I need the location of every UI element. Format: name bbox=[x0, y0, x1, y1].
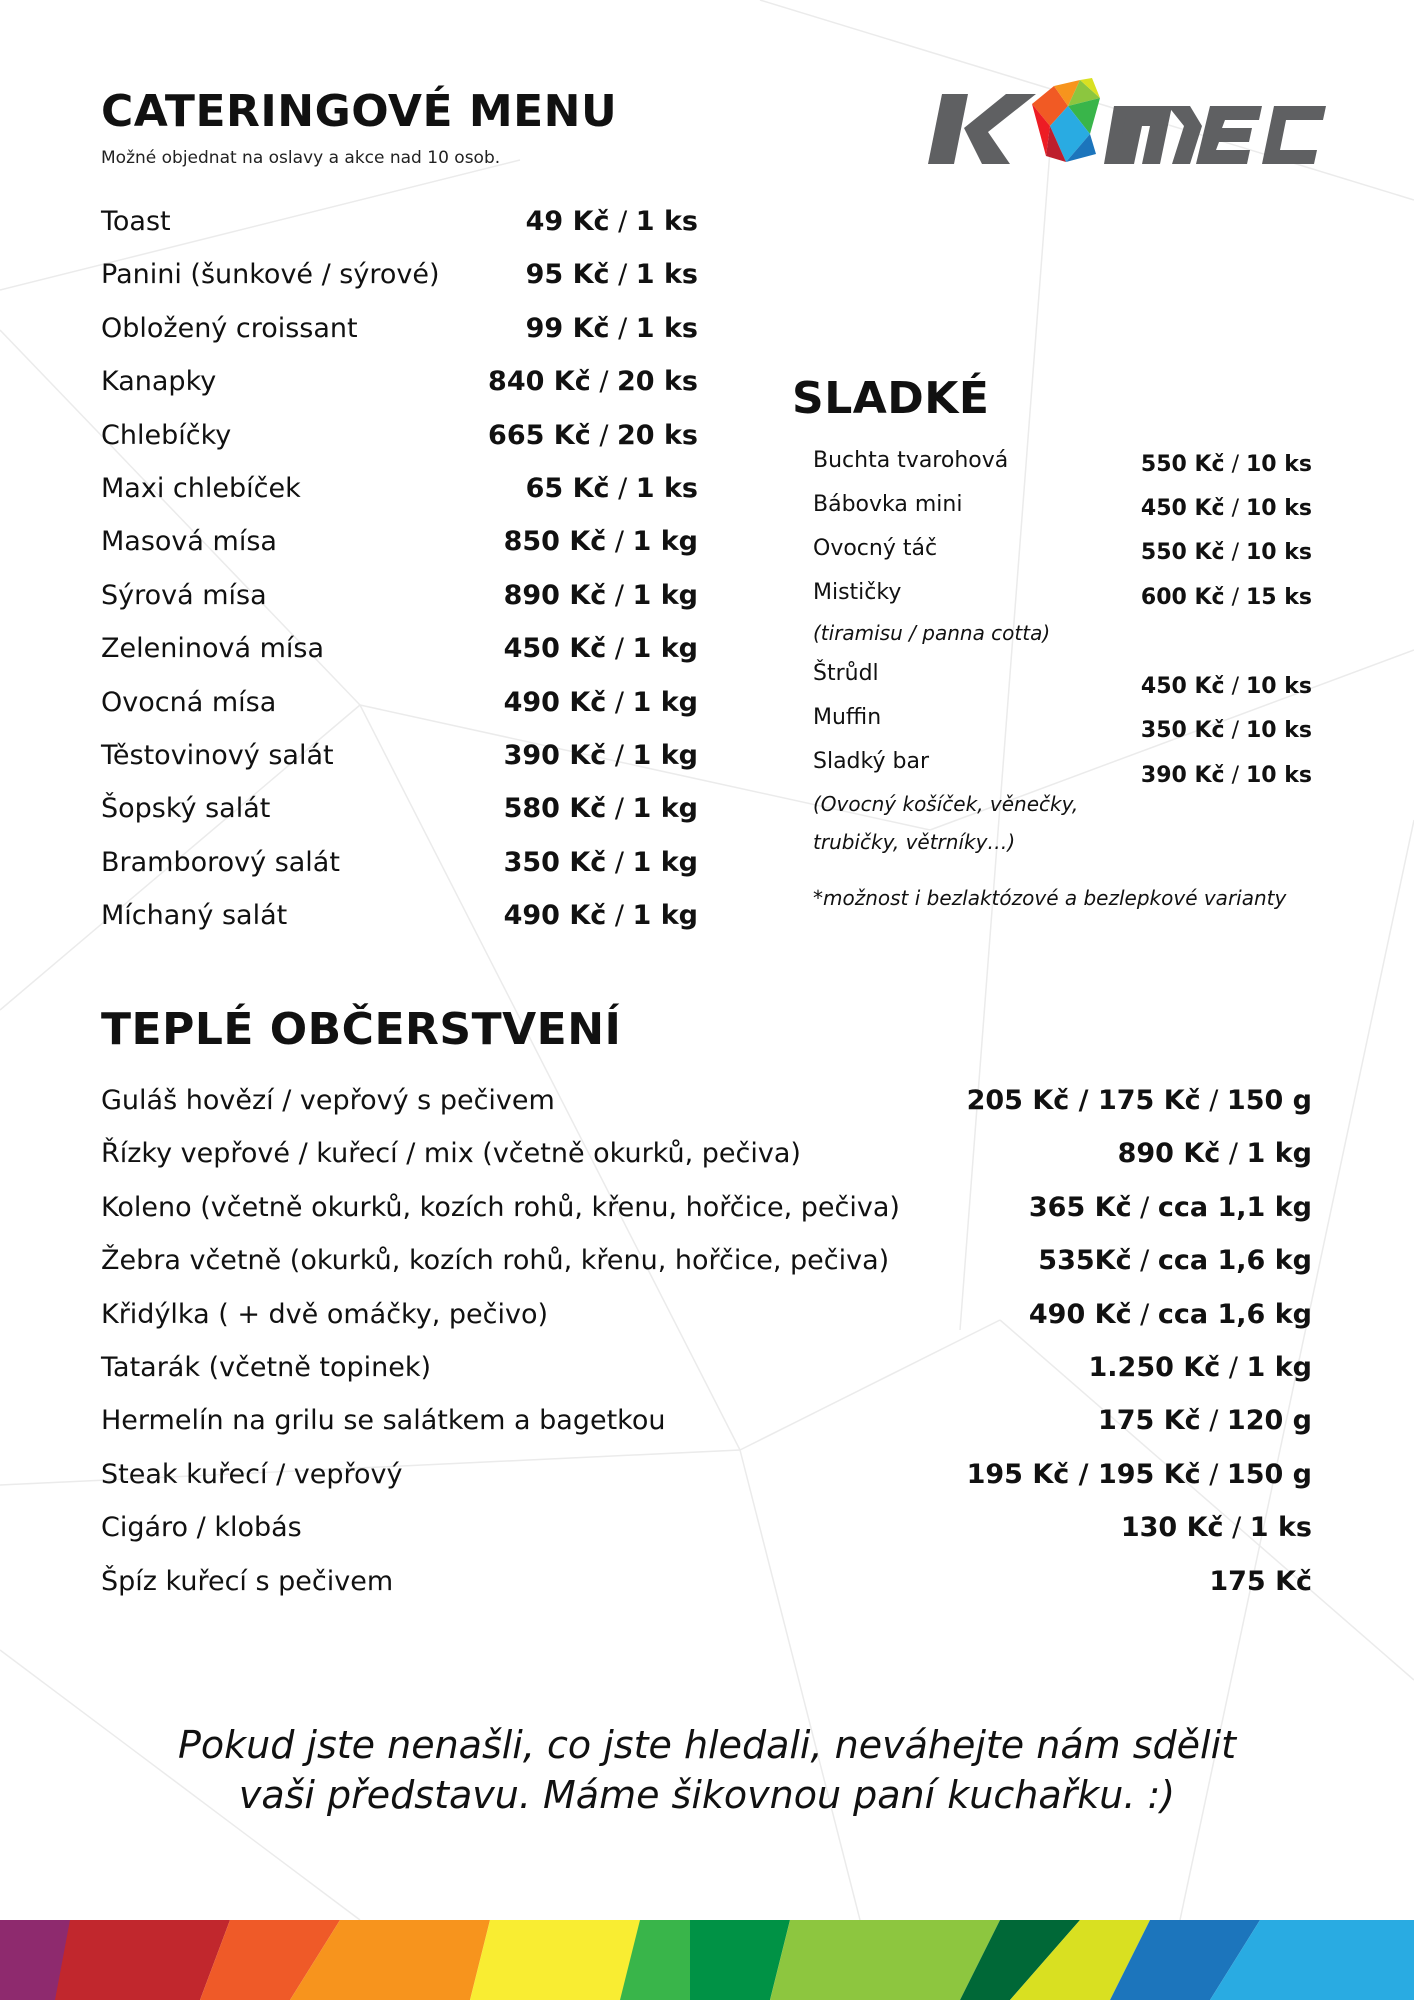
closing-message bbox=[40, 1720, 1374, 1820]
price-separator: / bbox=[606, 633, 633, 665]
menu-item-price: 450 Kč / 1 kg bbox=[503, 633, 698, 665]
price-separator: / bbox=[1224, 674, 1246, 699]
price-separator: / bbox=[590, 419, 617, 451]
sweet-item-name: Sladký bar bbox=[813, 749, 929, 774]
closing-line-2: vaši představu. Máme šikovnou paní kuchařku. :) bbox=[238, 1773, 1176, 1817]
menu-item-name: Těstovinový salát bbox=[101, 740, 334, 771]
price-separator: / bbox=[1224, 763, 1246, 788]
menu-item-price: 850 Kč / 1 kg bbox=[503, 526, 698, 558]
hot-item-name: Guláš hovězí / vepřový s pečivem bbox=[101, 1085, 555, 1116]
sweet-item-name: Mističky bbox=[813, 580, 902, 605]
hot-item-name: Cigáro / klobás bbox=[101, 1512, 302, 1544]
sweets-title: SLADKÉ bbox=[792, 373, 990, 424]
hot-item-price: 175 Kč bbox=[1209, 1565, 1312, 1597]
menu-item-price: 65 Kč / 1 ks bbox=[525, 473, 698, 504]
menu-item bbox=[101, 366, 698, 397]
price-separator: / bbox=[606, 793, 633, 825]
price-separator: / bbox=[1200, 1085, 1227, 1116]
price-separator: / bbox=[1131, 1245, 1158, 1277]
sweet-item-name: Ovocný táč bbox=[813, 536, 938, 561]
menu-item bbox=[101, 793, 698, 824]
menu-item-name: Toast bbox=[101, 206, 171, 237]
menu-item-name: Míchaný salát bbox=[101, 900, 288, 932]
menu-item-name: Zeleninová mísa bbox=[101, 633, 324, 665]
menu-item-price: 99 Kč / 1 ks bbox=[525, 312, 698, 344]
komec-logo bbox=[928, 76, 1326, 184]
hot-item bbox=[101, 1512, 1312, 1543]
hot-item-name: Žebra včetně (okurků, kozích rohů, křenu, hořčice, pečiva) bbox=[101, 1245, 890, 1277]
price-separator: / bbox=[1224, 718, 1246, 743]
menu-item bbox=[101, 580, 698, 611]
hot-item-name: Řízky vepřové / kuřecí / mix (včetně okurků, pečiva) bbox=[101, 1138, 801, 1170]
sweets-note-bar-2: trubičky, větrníky…) bbox=[813, 830, 1016, 854]
price-separator: / bbox=[1200, 1405, 1227, 1437]
hot-item bbox=[101, 1566, 1312, 1597]
sweet-item-name: Muffin bbox=[813, 705, 882, 730]
hot-item-price: 195 Kč / 195 Kč / 150 g bbox=[966, 1458, 1312, 1490]
menu-item bbox=[101, 633, 698, 664]
hot-title: TEPLÉ OBČERSTVENÍ bbox=[101, 1004, 622, 1055]
menu-item bbox=[101, 420, 698, 451]
price-separator: / bbox=[606, 846, 633, 878]
menu-item bbox=[101, 473, 698, 504]
price-separator: / bbox=[606, 900, 633, 932]
menu-item-name: Panini (šunkové / sýrové) bbox=[101, 259, 440, 291]
menu-item-name: Sýrová mísa bbox=[101, 579, 267, 611]
price-separator: / bbox=[1220, 1352, 1247, 1383]
menu-item-price: 95 Kč / 1 ks bbox=[525, 259, 698, 291]
sweets-note-mističky: (tiramisu / panna cotta) bbox=[813, 621, 1051, 645]
menu-item-name: Masová mísa bbox=[101, 526, 277, 558]
price-separator: / bbox=[609, 473, 636, 504]
hot-item-name: Hermelín na grilu se salátkem a bagetkou bbox=[101, 1405, 666, 1437]
hot-item-name: Steak kuřecí / vepřový bbox=[101, 1458, 403, 1490]
sweet-item-price: 450 Kč / 10 ks bbox=[1140, 674, 1312, 699]
price-separator: / bbox=[1220, 1138, 1247, 1170]
menu-item-price: 665 Kč / 20 ks bbox=[488, 419, 698, 451]
menu-item-price: 580 Kč / 1 kg bbox=[503, 793, 698, 825]
price-separator: / bbox=[1131, 1298, 1158, 1330]
closing-line-1: Pokud jste nenašli, co jste hledali, neváhejte nám sdělit bbox=[177, 1723, 1237, 1767]
price-separator: / bbox=[609, 259, 636, 291]
hot-item-price: 205 Kč / 175 Kč / 150 g bbox=[966, 1085, 1312, 1116]
hot-item bbox=[101, 1085, 1312, 1116]
hot-item bbox=[101, 1138, 1312, 1169]
sweets-footnote: *možnost i bezlaktózové a bezlepkové varianty bbox=[813, 886, 1287, 910]
menu-item bbox=[101, 740, 698, 771]
hot-item-price: 130 Kč / 1 ks bbox=[1120, 1512, 1312, 1544]
menu-item-name: Maxi chlebíček bbox=[101, 473, 301, 504]
price-separator: / bbox=[1131, 1191, 1158, 1223]
hot-item-price: 1.250 Kč / 1 kg bbox=[1088, 1352, 1312, 1383]
menu-item-name: Bramborový salát bbox=[101, 846, 340, 878]
hot-item-name: Tatarák (včetně topinek) bbox=[101, 1352, 432, 1383]
hot-item-price: 890 Kč / 1 kg bbox=[1117, 1138, 1312, 1170]
price-separator: / bbox=[606, 526, 633, 558]
price-separator: / bbox=[609, 206, 636, 237]
page-title: CATERINGOVÉ MENU bbox=[101, 86, 618, 137]
menu-item-price: 840 Kč / 20 ks bbox=[488, 366, 698, 398]
sweet-item-name: Bábovka mini bbox=[813, 492, 963, 517]
price-separator: / bbox=[1224, 540, 1246, 565]
menu-item-name: Šopský salát bbox=[101, 793, 271, 825]
menu-item bbox=[101, 206, 698, 237]
hot-item-name: Špíz kuřecí s pečivem bbox=[101, 1565, 394, 1597]
menu-item-price: 49 Kč / 1 ks bbox=[525, 206, 698, 237]
price-separator: / bbox=[606, 740, 633, 771]
menu-item-name: Ovocná mísa bbox=[101, 686, 277, 718]
hot-item-price: 365 Kč / cca 1,1 kg bbox=[1028, 1191, 1312, 1223]
price-separator: / bbox=[1224, 452, 1246, 477]
sweet-item-price: 450 Kč / 10 ks bbox=[1140, 496, 1312, 521]
menu-item-name: Chlebíčky bbox=[101, 419, 232, 451]
sweet-item-price: 390 Kč / 10 ks bbox=[1140, 763, 1312, 788]
sweet-item-price: 350 Kč / 10 ks bbox=[1140, 718, 1312, 743]
menu-item-price: 350 Kč / 1 kg bbox=[503, 846, 698, 878]
sweet-item-name: Štrůdl bbox=[813, 661, 879, 686]
menu-item-price: 490 Kč / 1 kg bbox=[503, 686, 698, 718]
hot-item-price: 490 Kč / cca 1,6 kg bbox=[1028, 1298, 1312, 1330]
price-separator: / bbox=[1224, 496, 1246, 521]
price-separator: / bbox=[1223, 1512, 1250, 1544]
menu-item-price: 490 Kč / 1 kg bbox=[503, 900, 698, 932]
menu-item bbox=[101, 259, 698, 290]
menu-item bbox=[101, 900, 698, 931]
menu-item bbox=[101, 526, 698, 557]
sweet-item-name: Buchta tvarohová bbox=[813, 448, 1009, 473]
sweet-item-price: 550 Kč / 10 ks bbox=[1140, 540, 1312, 565]
hot-item bbox=[101, 1299, 1312, 1330]
hot-item-name: Koleno (včetně okurků, kozích rohů, křenu, hořčice, pečiva) bbox=[101, 1191, 900, 1223]
hot-item bbox=[101, 1192, 1312, 1223]
menu-item-price: 390 Kč / 1 kg bbox=[503, 740, 698, 771]
price-separator: / bbox=[606, 686, 633, 718]
menu-item-price: 890 Kč / 1 kg bbox=[503, 579, 698, 611]
hot-item-name: Křidýlka ( + dvě omáčky, pečivo) bbox=[101, 1298, 549, 1330]
price-separator: / bbox=[606, 579, 633, 611]
hot-item bbox=[101, 1245, 1312, 1276]
menu-item-name: Obložený croissant bbox=[101, 312, 358, 344]
price-separator: / bbox=[1200, 1458, 1227, 1490]
hot-item-price: 175 Kč / 120 g bbox=[1097, 1405, 1312, 1437]
sweets-note-bar-1: (Ovocný košíček, věnečky, bbox=[813, 792, 1079, 816]
page-subtitle: Možné objednat na oslavy a akce nad 10 osob. bbox=[101, 148, 501, 168]
hot-item bbox=[101, 1405, 1312, 1436]
sweet-item-price: 550 Kč / 10 ks bbox=[1140, 452, 1312, 477]
menu-item bbox=[101, 313, 698, 344]
hot-item bbox=[101, 1352, 1312, 1383]
hot-item bbox=[101, 1459, 1312, 1490]
sweet-item-price: 600 Kč / 15 ks bbox=[1140, 585, 1312, 610]
price-separator: / bbox=[609, 312, 636, 344]
price-separator: / bbox=[1224, 585, 1246, 610]
hot-item-price: 535Kč / cca 1,6 kg bbox=[1038, 1245, 1312, 1277]
menu-item-name: Kanapky bbox=[101, 366, 217, 398]
rainbow-footer-bar bbox=[0, 1920, 1414, 2000]
menu-item bbox=[101, 847, 698, 878]
price-separator: / bbox=[590, 366, 617, 398]
menu-item bbox=[101, 687, 698, 718]
